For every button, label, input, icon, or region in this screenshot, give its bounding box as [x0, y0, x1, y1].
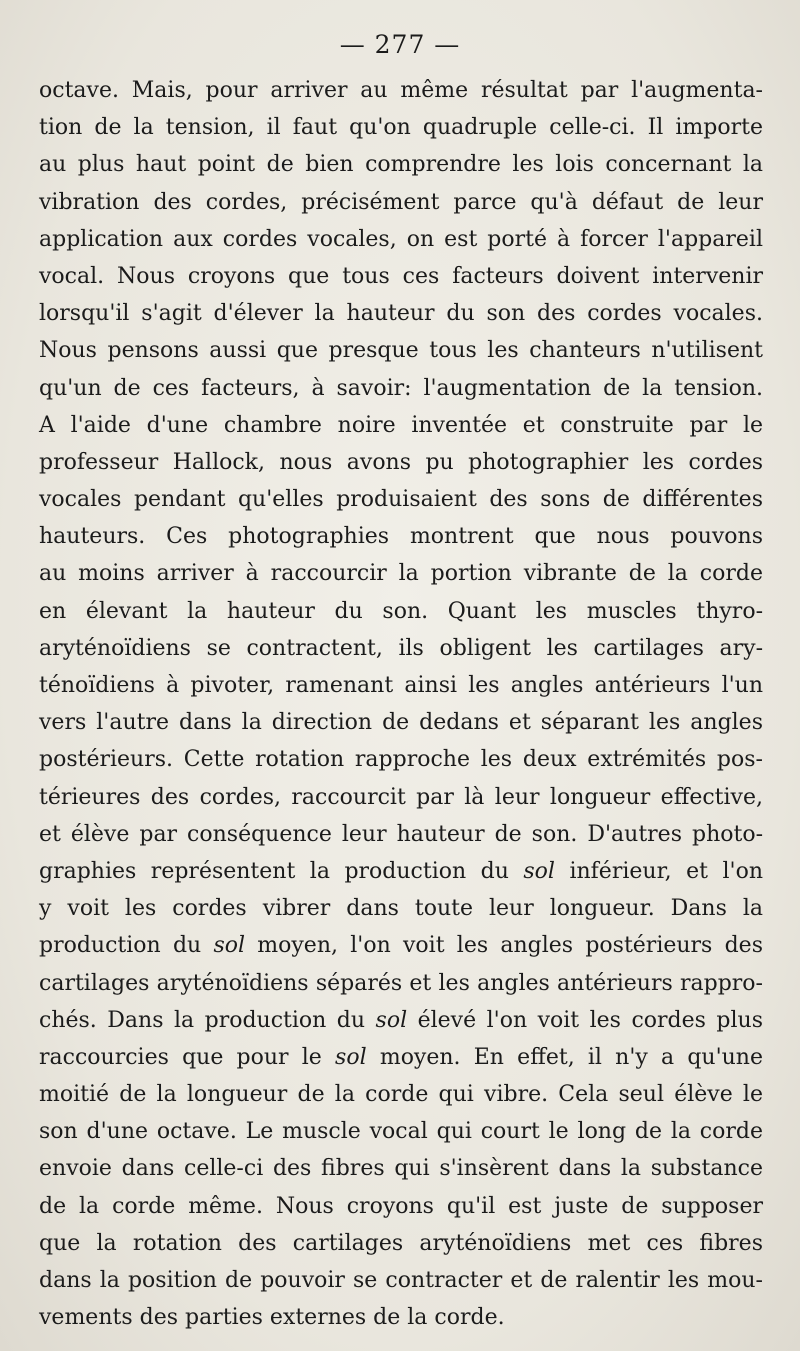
text-segment: moitié de la longueur de la corde qui vibre. Cela seul élève le	[39, 1082, 763, 1108]
text-line	[39, 1002, 763, 1039]
text-line	[39, 1188, 763, 1225]
text-segment: tion de la tension, il faut qu'on quadruple celle-ci. Il importe	[39, 115, 763, 141]
text-segment: térieures des cordes, raccourcit par là leur longueur effective,	[39, 784, 763, 810]
text-line	[39, 816, 763, 853]
text-line	[39, 370, 763, 407]
text-line	[39, 221, 763, 258]
text-line	[39, 146, 763, 183]
page-number: — 277 —	[339, 30, 461, 59]
text-line	[39, 1262, 763, 1299]
text-line	[39, 555, 763, 592]
text-segment: professeur Hallock, nous avons pu photographier les cordes	[39, 449, 763, 475]
text-segment: de la corde même. Nous croyons qu'il est juste de supposer	[39, 1193, 763, 1219]
body-text	[39, 72, 763, 1336]
text-line	[39, 332, 763, 369]
text-line	[39, 593, 763, 630]
text-segment: Nous pensons aussi que presque tous les chanteurs n'utilisent	[39, 338, 763, 364]
text-segment: vocales pendant qu'elles produisaient des sons de différentes	[39, 487, 763, 513]
text-line	[39, 72, 763, 109]
text-segment: hauteurs. Ces photographies montrent que nous pouvons	[39, 524, 763, 550]
text-segment: cartilages aryténoïdiens séparés et les angles antérieurs rappro-	[39, 970, 763, 996]
text-segment: qu'un de ces facteurs, à savoir: l'augmentation de la tension.	[39, 375, 763, 401]
text-line	[39, 1039, 763, 1076]
text-line	[39, 630, 763, 667]
text-segment: lorsqu'il s'agit d'élever la hauteur du son des cordes vocales.	[39, 301, 763, 327]
text-segment: et élève par conséquence leur hauteur de son. D'autres photo-	[39, 821, 763, 847]
text-segment: que la rotation des cartilages aryténoïdiens met ces fibres	[39, 1230, 763, 1256]
text-line	[39, 890, 763, 927]
text-segment: élevé l'on voit les cordes plus	[407, 1007, 763, 1033]
text-segment: application aux cordes vocales, on est porté à forcer l'appareil	[39, 226, 763, 252]
text-segment: vers l'autre dans la direction de dedans et séparant les angles	[39, 710, 763, 736]
text-line	[39, 965, 763, 1002]
text-segment: aryténoïdiens se contractent, ils obligent les cartilages ary-	[39, 635, 763, 661]
text-segment: envoie dans celle-ci des fibres qui s'insèrent dans la substance	[39, 1156, 763, 1182]
text-segment: inférieur, et l'on	[554, 858, 763, 884]
text-line	[39, 1076, 763, 1113]
text-segment: moyen. En effet, il n'y a qu'une	[366, 1044, 763, 1070]
text-segment: graphies représentent la production du	[39, 858, 524, 884]
text-line	[39, 1150, 763, 1187]
text-segment: vements des parties externes de la corde.	[39, 1305, 505, 1331]
text-line	[39, 1225, 763, 1262]
text-line	[39, 1113, 763, 1150]
text-line	[39, 184, 763, 221]
text-segment: ténoïdiens à pivoter, ramenant ainsi les angles antérieurs l'un	[39, 673, 763, 698]
text-segment: vibration des cordes, précisément parce qu'à défaut de leur	[39, 189, 763, 215]
text-segment: production du	[39, 933, 214, 959]
text-line	[39, 741, 763, 778]
text-segment: moyen, l'on voit les angles postérieurs des	[245, 933, 763, 959]
text-segment: y voit les cordes vibrer dans toute leur longueur. Dans la	[39, 896, 763, 922]
text-line	[39, 927, 763, 964]
italic-word: sol	[335, 1044, 367, 1070]
text-segment: son d'une octave. Le muscle vocal qui court le long de la corde	[39, 1119, 763, 1145]
text-segment: raccourcies que pour le	[39, 1044, 336, 1070]
text-segment: au moins arriver à raccourcir la portion vibrante de la corde	[39, 561, 763, 587]
italic-word: sol	[213, 933, 246, 959]
text-segment: chés. Dans la production du	[39, 1007, 376, 1033]
text-line	[39, 779, 763, 816]
text-line	[39, 109, 763, 146]
text-line	[39, 518, 763, 555]
text-line	[39, 853, 763, 890]
text-line	[39, 667, 763, 704]
text-segment: vocal. Nous croyons que tous ces facteurs doivent intervenir	[39, 263, 763, 289]
text-line	[39, 295, 763, 332]
text-segment: octave. Mais, pour arriver au même résultat par l'augmenta-	[39, 78, 763, 103]
text-segment: dans la position de pouvoir se contracter et de ralentir les mou-	[39, 1268, 763, 1293]
italic-word: sol	[523, 858, 555, 884]
text-line	[39, 444, 763, 481]
text-segment: A l'aide d'une chambre noire inventée et construite par le	[39, 412, 763, 438]
text-segment: en élevant la hauteur du son. Quant les muscles thyro-	[39, 598, 763, 624]
text-line	[39, 481, 763, 518]
text-segment: postérieurs. Cette rotation rapproche les deux extrémités pos-	[39, 747, 763, 773]
text-line	[39, 1299, 763, 1336]
text-line	[39, 407, 763, 444]
text-line	[39, 258, 763, 295]
italic-word: sol	[375, 1007, 408, 1033]
text-line	[39, 704, 763, 741]
text-segment: au plus haut point de bien comprendre les lois concernant la	[39, 152, 763, 178]
